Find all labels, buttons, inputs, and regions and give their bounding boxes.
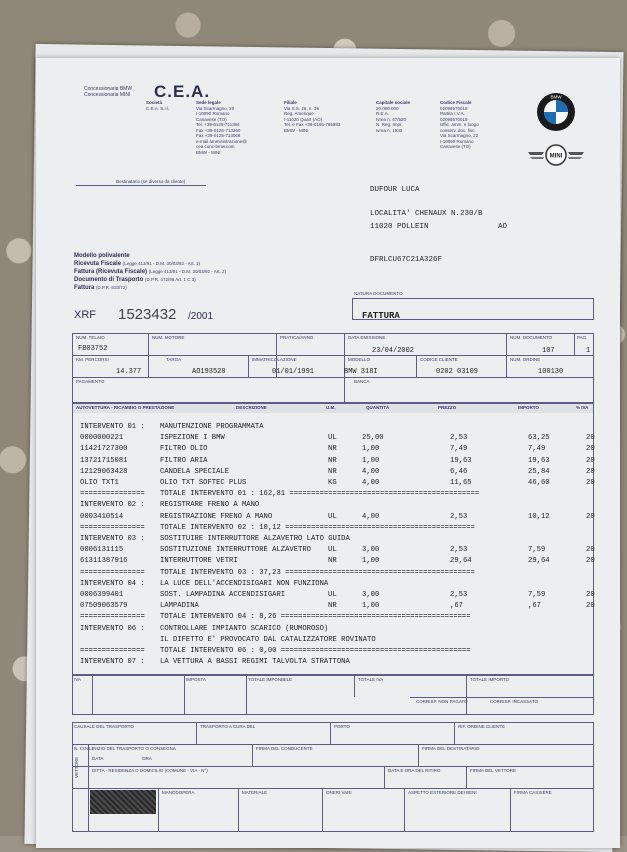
item-quantity: 1,00 (362, 602, 380, 611)
item-iva: 20 (586, 557, 595, 566)
ora-label: ORA (142, 756, 152, 761)
vehicle-info-grid (72, 333, 594, 403)
item-code: =============== (80, 613, 145, 622)
sede-title: Sede legale (196, 100, 221, 105)
trasporto-cura-label: TRASPORTO A CURA DEL (200, 724, 256, 729)
pratica-label: PRATICA/ANNO (280, 335, 314, 340)
codice-cliente-label: CODICE CLIENTE (420, 357, 458, 362)
item-iva: 20 (586, 467, 595, 476)
societa-block (146, 100, 169, 111)
item-description: LA LUCE DELL'ACCENDISIGARI NON FUNZIONA (160, 579, 329, 588)
grid-line (404, 788, 405, 832)
item-code: INTERVENTO 06 : (80, 624, 145, 633)
telaio-label: NUM. TELAIO (76, 335, 105, 340)
grid-line (248, 355, 249, 377)
firma-cassiere-label: FIRMA CASSIERE (514, 790, 552, 795)
item-description: FILTRO ARIA (160, 456, 208, 465)
item-amount: 7,59 (528, 546, 546, 555)
item-description: FILTRO OLIO (160, 445, 208, 454)
table-row (80, 490, 600, 499)
fattura-note: (D.P.R. 633/72) (96, 285, 127, 290)
grid-line (322, 788, 323, 832)
natura-label: NATURA DOCUMENTO (354, 291, 403, 296)
table-row (80, 546, 600, 555)
item-code: INTERVENTO 03 : (80, 535, 145, 543)
item-iva: 20 (586, 512, 595, 521)
sede-line: cea.conc-bmw.com (196, 144, 235, 149)
item-quantity: 4,00 (362, 467, 380, 476)
table-row (80, 457, 600, 466)
materiale-label: MATERIALE (242, 790, 268, 795)
ricevuta-fiscale: Ricevuta Fiscale (74, 261, 122, 267)
fattura: Fattura (74, 285, 95, 291)
sede-line: Fax +39-0125-713068 (196, 133, 241, 138)
item-quantity: 1,00 (362, 456, 380, 465)
cf-line: Partita I.V.A. (440, 111, 465, 116)
item-amount: 29,64 (528, 557, 550, 566)
grid-line (72, 744, 594, 745)
ditta-label: DITTA - RESIDENZA O DOMICILIO (COMUNE - VIA - N°) (92, 768, 208, 773)
item-description: OLIO TXT SOFTEC PLUS (160, 479, 247, 487)
item-description: IL DIFETTO E' PROVOCATO DAL CATALIZZATORE ROVINATO (160, 635, 376, 644)
cf-line: Via Scarmagno, 22 (440, 133, 479, 138)
grid-line (158, 788, 159, 832)
filiale-line: BMW - MINI (284, 127, 309, 133)
motore-label: NUM. MOTORE (152, 335, 185, 340)
item-code: INTERVENTO 01 : (80, 423, 145, 431)
oneri-vari-label: ONERI VARI (326, 790, 352, 795)
table-row (80, 468, 600, 477)
causale-label: CAUSALE DEL TRASPORTO (74, 724, 134, 729)
destinatario-label: Destinatario (se diverso da cliente) (116, 179, 186, 184)
colli-label: N. COLLI (74, 746, 93, 751)
col-header-importo: IMPORTO (518, 405, 539, 410)
grid-line (416, 355, 417, 377)
item-price: 11,65 (450, 479, 472, 487)
vettore-label: VETTORE (74, 756, 79, 778)
item-price: ,67 (450, 602, 463, 611)
modello-value: BMW 318I (344, 368, 378, 376)
item-description: TOTALE INTERVENTO 01 : 162,81 ============================================ (160, 490, 480, 499)
item-iva: 20 (586, 602, 595, 611)
item-iva: 20 (586, 591, 595, 599)
grid-line (418, 744, 419, 766)
sede-line: Fax +39-0125-713260 (196, 127, 241, 133)
company-name: C.E.A. (154, 82, 211, 101)
table-row (80, 501, 600, 510)
item-code: 13721715081 (80, 456, 128, 465)
grid-line (88, 744, 89, 832)
item-um: UL (328, 512, 337, 521)
item-amount: 19,63 (528, 456, 550, 465)
manodopera-label: MANODOPERA (162, 790, 195, 795)
grid-line (72, 355, 594, 356)
numdoc-value: 107 (542, 347, 555, 355)
porto-label: PORTO (334, 724, 350, 729)
grid-line (354, 675, 355, 697)
item-price: 6,46 (450, 467, 468, 476)
item-price: 2,53 (450, 546, 468, 555)
data-emissione-value: 23/04/2002 (372, 347, 415, 355)
table-row (80, 535, 600, 544)
customer-name: DUFOUR LUCA (370, 186, 420, 194)
item-description: TOTALE INTERVENTO 04 : 8,26 ============================================ (160, 613, 471, 622)
item-iva: 20 (586, 445, 595, 454)
grid-line (72, 788, 594, 789)
ordine-value: 100130 (538, 368, 564, 376)
col-header-prezzo: PREZZO (438, 405, 457, 410)
data-ritiro-label: DATA E ORA DEL RITIRO (388, 768, 441, 773)
iva-totals-grid (72, 675, 594, 715)
table-row (80, 423, 600, 432)
item-iva: 20 (586, 479, 595, 487)
item-um: UL (328, 591, 337, 599)
barcode-stamp (90, 790, 156, 814)
sede-line: e-mail amministrazione@ (196, 138, 247, 144)
table-row (80, 434, 600, 443)
grid-line (252, 744, 253, 766)
col-header-quantita: QUANTITÀ (366, 405, 390, 410)
capitale-line: Ivrea n. 47/520 (376, 116, 407, 122)
sede-line: Via Scarmagno, 20 (196, 105, 235, 111)
customer-city: 11020 POLLEIN (370, 223, 429, 231)
inizio-trasporto-label: INIZIO DEL TRASPORTO O CONSEGNA (92, 746, 176, 751)
item-description: SOSTITUIRE INTERRUTTORE ALZAVETRO LATO GUIDA (160, 535, 350, 543)
grid-line (410, 697, 594, 698)
table-row (80, 636, 600, 645)
item-quantity: 4,00 (362, 512, 380, 521)
document-number: 1523432 (118, 306, 177, 323)
col-header-ricambio: AUTOVETTURA - RICAMBIO O PRESTAZIONE (76, 405, 175, 410)
grid-line (246, 675, 247, 715)
item-um: NR (328, 456, 337, 465)
fattura-ricevuta-note: (Legge 413/91 - D.M. 30/03/92 - Art. 2) (148, 269, 226, 274)
grid-line (466, 675, 467, 715)
corrisp-incassato-label: CORRISP. INCASSATO (490, 699, 539, 704)
item-code: INTERVENTO 04 : (80, 579, 145, 588)
invoice-sheet (36, 58, 620, 848)
bmw-logo-icon (536, 92, 576, 132)
imposta-label: IMPOSTA (186, 677, 206, 682)
filiale-line: Reg. Amerique (284, 111, 314, 116)
data-label: DATA (92, 756, 104, 761)
item-um: NR (328, 467, 337, 476)
aspetto-beni-label: ASPETTO ESTERIORE DEI BENI (408, 790, 477, 795)
sede-line: I-10090 Romano (196, 111, 230, 116)
document-type-block (74, 252, 226, 292)
item-price: 7,49 (450, 445, 468, 454)
sede-line: Tel. +39-0125-711384 (196, 122, 240, 127)
capitale-line: 20.000.000 (376, 105, 399, 111)
table-row (80, 591, 600, 600)
km-value: 14.377 (116, 368, 142, 376)
customer-province: AO (498, 223, 508, 231)
capitale-title: Capitale sociale (376, 100, 411, 105)
item-code: 0006131115 (80, 546, 124, 555)
item-quantity: 3,00 (362, 546, 380, 555)
targa-label: TARGA (166, 357, 182, 362)
item-um: UL (328, 546, 337, 555)
item-description: TOTALE INTERVENTO 03 : 37,23 ============================================ (160, 568, 475, 577)
grid-line (196, 722, 197, 744)
documento-trasporto: Documento di Trasporto (74, 277, 144, 283)
dealer-lines (84, 86, 132, 98)
mini-logo-text: MINI (549, 153, 563, 160)
item-code: 0003410514 (80, 512, 124, 521)
data-emissione-label: DATA EMISSIONE (348, 335, 386, 340)
societa-value: C.E.A. S.r.l. (146, 105, 170, 111)
item-price: 29,64 (450, 557, 472, 566)
totale-iva-label: TOTALE IVA (358, 677, 384, 682)
item-amount: 46,60 (528, 479, 550, 487)
item-code: 0006399401 (80, 591, 124, 599)
table-row (80, 580, 600, 589)
item-amount: 7,49 (528, 445, 546, 454)
grid-line (454, 722, 455, 744)
capitale-line: Ivrea n. 1933 (376, 127, 403, 133)
item-code: INTERVENTO 07 : (80, 658, 145, 667)
filiale-line: I-11020 Quart (AO) (284, 116, 323, 122)
cf-line: 02096570019 (440, 116, 468, 122)
corrisp-non-pagato-label: CORRISP. NON PAGATO (416, 699, 468, 704)
table-row (80, 625, 600, 634)
firma-destinatario-label: FIRMA DEL DESTINATARIO (422, 746, 480, 751)
item-iva: 20 (586, 546, 595, 555)
table-row (80, 602, 600, 611)
item-description: CONTROLLARE IMPIANTO SCARICO (RUMOROSO) (160, 624, 329, 633)
sede-legale-block (196, 100, 266, 155)
item-description: LA VETTURA A BASSI REGIMI TALVOLTA STRATTONA (160, 658, 350, 667)
grid-line (330, 722, 331, 744)
table-row (80, 513, 600, 522)
item-code: =============== (80, 568, 145, 577)
item-code: 61311387916 (80, 557, 128, 566)
table-row (80, 569, 600, 578)
item-description: REGISTRAZIONE FRENO A MANO (160, 512, 273, 521)
item-description: INTERRUTTORE VETRI (160, 557, 238, 566)
table-row (80, 557, 600, 566)
modello-label: MODELLO (348, 357, 371, 362)
grid-line (92, 675, 93, 715)
destinatario-line (76, 185, 206, 186)
totale-importo-label: TOTALE IMPORTO (470, 677, 510, 682)
item-amount: 7,59 (528, 591, 546, 599)
grid-line (72, 377, 594, 378)
capitale-block (376, 100, 436, 133)
item-description: TOTALE INTERVENTO 02 : 10,12 ============================================ (160, 523, 475, 532)
filiale-line: Via S.S. 26, n. 39 (284, 105, 319, 111)
cf-line: I-10090 Romano (440, 138, 474, 144)
banca-label: BANCA (354, 379, 370, 384)
item-um: KG (328, 479, 337, 487)
capitale-line: R.E.A. (376, 111, 390, 116)
sede-line: Canavese (TO) (196, 116, 227, 122)
item-code: =============== (80, 490, 145, 499)
item-price: 2,53 (450, 591, 468, 599)
cf-line: Canavese (TO) (440, 144, 471, 149)
col-header-iva: % IVA (576, 405, 589, 410)
grid-line (466, 766, 467, 788)
item-iva: 20 (586, 456, 595, 465)
grid-line (184, 675, 185, 715)
col-header-um: U.M. (326, 405, 336, 410)
col-header-descrizione: DESCRIZIONE (236, 405, 267, 410)
item-description: SOSTITUZIONE INTERRUTTORE ALZAVETRO (160, 546, 311, 555)
filiale-title: Filiale (284, 100, 297, 105)
grid-line (506, 333, 507, 377)
mini-logo-icon (526, 144, 586, 166)
table-row (80, 445, 600, 454)
fattura-ricevuta: Fattura (Ricevuta Fiscale) (74, 269, 148, 275)
item-description: REGISTRARE FRENO A MANO (160, 501, 260, 510)
customer-fiscal-code: DFRLCU67C21A326F (370, 256, 443, 264)
item-code: 11421727300 (80, 445, 128, 454)
item-um: NR (328, 557, 337, 566)
item-code: INTERVENTO 02 : (80, 501, 145, 510)
item-quantity: 1,00 (362, 445, 380, 454)
item-quantity: 3,00 (362, 591, 380, 599)
societa-label: Società (146, 100, 163, 105)
pag-value: 1 (586, 347, 591, 355)
table-row (80, 658, 600, 667)
item-description: SOST. LAMPADINA ACCENDISIGARI (160, 591, 286, 599)
table-row (80, 524, 600, 533)
customer-address: LOCALITA' CHENAUX N.230/B (370, 210, 483, 218)
ricevuta-note: (Legge 413/91 - D.M. 30/03/92 - Art. 1) (122, 261, 200, 266)
item-code: 07509063579 (80, 602, 128, 611)
item-iva: 20 (586, 434, 595, 443)
item-code: =============== (80, 647, 145, 655)
firma-vettore-label: FIRMA DEL VETTORE (470, 768, 517, 773)
item-um: NR (328, 602, 337, 611)
item-price: 2,53 (450, 434, 468, 443)
item-amount: ,67 (528, 602, 541, 611)
modello-polivalente: Modello polivalente (74, 253, 130, 259)
numdoc-label: NUM. DOCUMENTO (510, 335, 553, 340)
dealer-bmw: Concessionaria BMW (84, 86, 133, 92)
item-description: ISPEZIONE I BMW (160, 434, 225, 443)
table-row (80, 613, 600, 622)
xrf-label: XRF (74, 309, 96, 321)
natura-value: FATTURA (362, 311, 400, 321)
document-year: /2001 (188, 311, 214, 322)
sede-line: BMW - MINI (196, 149, 221, 155)
item-description: LAMPADINA (160, 602, 199, 611)
item-description: CANDELA SPECIALE (160, 467, 230, 476)
grid-line (510, 788, 511, 832)
filiale-line: Tel. e Fax +39-0165-765983 (284, 122, 341, 127)
targa-value: AO193520 (192, 368, 226, 376)
grid-line (574, 333, 575, 355)
filiale-block (284, 100, 364, 133)
iva-label: IVA (74, 677, 81, 682)
item-description: TOTALE INTERVENTO 06 : 0,00 ============================================ (160, 647, 471, 655)
capitale-line: N. Reg. Impr. (376, 122, 403, 127)
rif-ordine-label: RIF. ORDINE CLIENTE (458, 724, 506, 729)
bmw-logo-text: BMW (550, 94, 562, 100)
totale-imponibile-label: TOTALE IMPONIBILE (248, 677, 293, 682)
transport-grid (72, 722, 594, 832)
table-row (80, 647, 600, 656)
telaio-value: FB03752 (78, 345, 108, 353)
codice-fiscale-block (440, 100, 510, 150)
item-code: =============== (80, 523, 145, 532)
item-um: UL (328, 434, 337, 443)
codice-cliente-value: 0202 03109 (436, 368, 479, 376)
ordine-label: NUM. ORDINE (510, 357, 541, 362)
pag-label: PAG. (577, 335, 588, 340)
cf-line: 02096570019 (440, 105, 468, 111)
firma-conducente-label: FIRMA DEL CONDUCENTE (256, 746, 313, 751)
item-quantity: 25,00 (362, 434, 384, 443)
item-quantity: 1,00 (362, 557, 380, 566)
item-amount: 63,25 (528, 434, 550, 443)
item-code: 0000000221 (80, 434, 124, 443)
grid-line (148, 333, 149, 377)
km-label: KM. PERCORSI (76, 357, 109, 362)
ddt-note: (D.P.R. 472/96 Art. 1 C 3) (145, 277, 196, 282)
item-code: 12129063428 (80, 467, 128, 476)
cf-line: conserv. doc. fisc. (440, 127, 476, 133)
item-amount: 25,84 (528, 467, 550, 476)
item-price: 2,53 (450, 512, 468, 521)
grid-line (238, 788, 239, 832)
item-quantity: 4,00 (362, 479, 380, 487)
item-description: MANUTENZIONE PROGRAMMATA (160, 423, 264, 431)
item-amount: 10,12 (528, 512, 550, 521)
table-row (80, 479, 600, 488)
grid-line (384, 766, 385, 788)
immatricolazione-label: IMMATRICOLAZIONE (252, 357, 297, 362)
dealer-mini: Concessionaria MINI (84, 92, 131, 98)
immatricolazione-value: 01/01/1991 (272, 368, 315, 376)
grid-line (72, 766, 594, 767)
item-um: NR (328, 445, 337, 454)
pagamento-label: PAGAMENTO (76, 379, 105, 384)
item-price: 19,63 (450, 456, 472, 465)
item-code: OLIO TXT1 (80, 479, 119, 487)
cf-line: Uffic. amm. e luogo (440, 122, 479, 127)
cf-title: Codice Fiscale (440, 100, 472, 105)
